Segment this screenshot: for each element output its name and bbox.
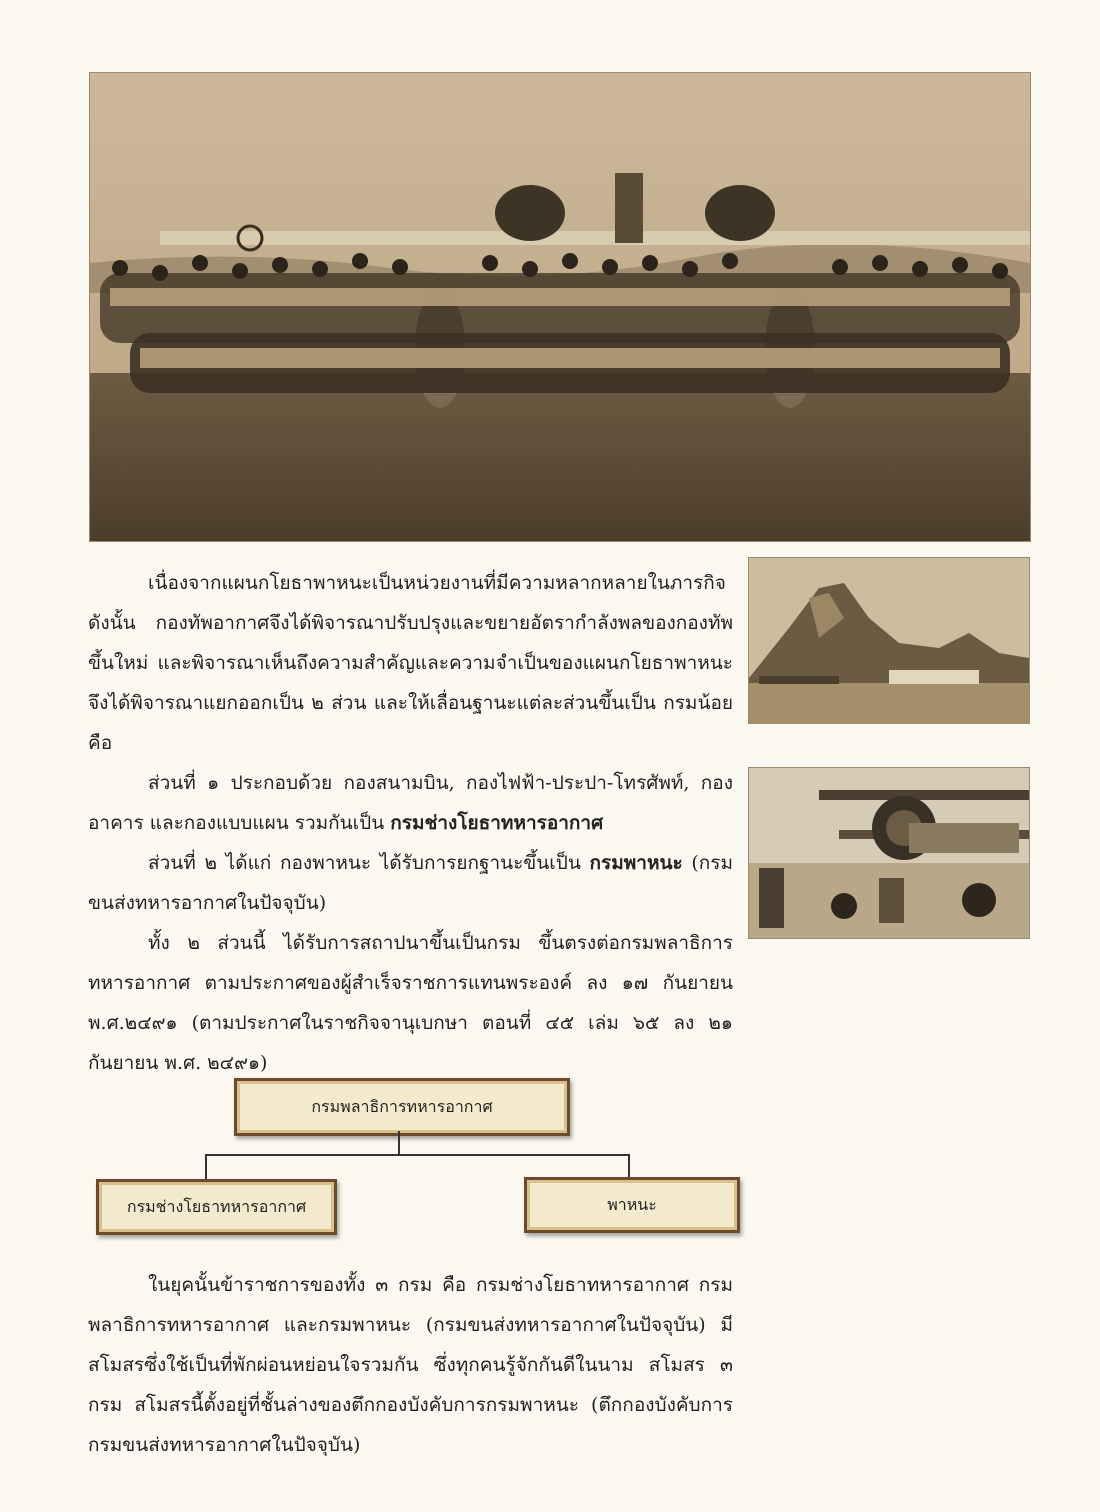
org-connector-vertical-top	[398, 1131, 400, 1155]
org-box-transport: พาหนะ	[524, 1177, 740, 1233]
org-connector-right	[628, 1154, 630, 1178]
paragraph-part-two	[88, 843, 733, 923]
org-box-civil-engineering: กรมช่างโยธาทหารอากาศ	[96, 1179, 337, 1235]
org-box-quartermaster: กรมพลาธิการทหารอากาศ	[234, 1078, 570, 1136]
paragraph-club: ในยุคนั้นข้าราชการของทั้ง ๓ กรม คือ กรมช่างโยธาทหารอากาศ กรมพลาธิการทหารอากาศ และกรมพาหนะ (กรมขนส่งทหารอากาศในปัจจุบัน) มีสโมสรซึ่งใช้เป็นที่พักผ่อนหย่อนใจรวมกัน ซึ่งทุกคนรู้จักกันดีในนาม สโมสร ๓ กรม สโมสรนี้ตั้งอยู่ที่ชั้นล่างของตึกกองบังคับการกรมพาหนะ (ตึกกองบังคับการกรมขนส่งทหารอากาศในปัจจุบัน)	[88, 1274, 733, 1456]
mountain-airfield-photo	[748, 557, 1030, 724]
body-text-upper	[88, 563, 733, 1083]
part-two-department: กรมพาหนะ	[589, 852, 683, 874]
paragraph-establishment: ทั้ง ๒ ส่วนนี้ ได้รับการสถาปนาขึ้นเป็นกรม ขึ้นตรงต่อกรมพลาธิการทหารอากาศ ตามประกาศของผู้สำเร็จราชการแทนพระองค์ ลง ๑๗ กันยายน พ.ศ.๒๔๙๑ (ตามประกาศในราชกิจจานุเบกษา ตอนที่ ๔๕ เล่ม ๖๕ ลง ๒๑ กันยายน พ.ศ. ๒๔๙๑)	[88, 932, 733, 1074]
paragraph-division-intro: เนื่องจากแผนกโยธาพาหนะเป็นหน่วยงานที่มีความหลากหลายในภารกิจ ดังนั้น กองทัพอากาศจึงได้พิจารณาปรับปรุงและขยายอัตรากำลังพลของกองทัพขึ้นใหม่ และพิจารณาเห็นถึงความสำคัญและความจำเป็นของแผนกโยธาพาหนะ จึงได้พิจารณาแยกออกเป็น ๒ ส่วน และให้เลื่อนฐานะแต่ละส่วนขึ้นเป็น กรมน้อยคือ	[88, 572, 733, 754]
paragraph-part-one	[88, 763, 733, 843]
biplane-photo	[748, 767, 1030, 939]
body-text-lower	[88, 1265, 733, 1465]
part-two-note: (กรมขนส่งทหารอากาศในปัจจุบัน)	[88, 852, 734, 914]
org-connector-left	[205, 1154, 207, 1180]
part-one-department: กรมช่างโยธาทหารอากาศ	[390, 812, 604, 834]
org-connector-horizontal	[205, 1154, 630, 1156]
hero-photo-personnel-aircraft	[89, 72, 1031, 542]
part-one-text: ส่วนที่ ๑ ประกอบด้วย กองสนามบิน, กองไฟฟ้า-ประปา-โทรศัพท์, กองอาคาร และกองแบบแผน รวมกันเป็น	[88, 772, 733, 834]
part-two-text: ส่วนที่ ๒ ได้แก่ กองพาหนะ ได้รับการยกฐานะขึ้นเป็น	[148, 852, 590, 874]
